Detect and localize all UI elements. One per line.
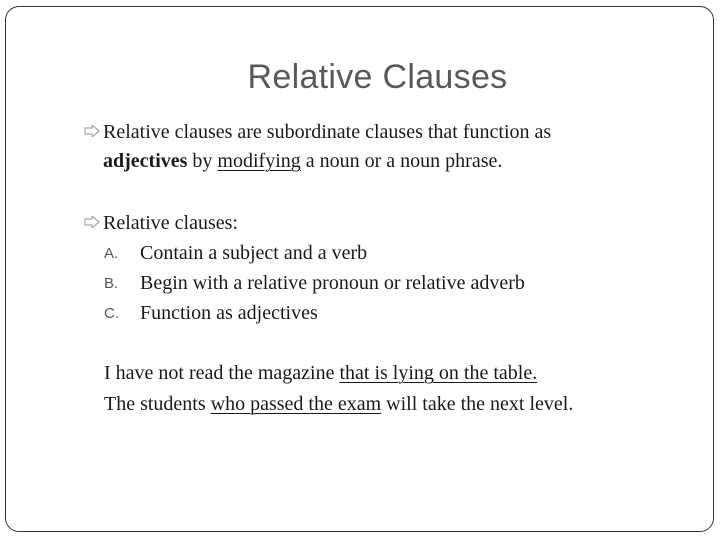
bullet-1-text-a: by bbox=[187, 150, 218, 172]
bullet-1-line-2 bbox=[103, 146, 502, 176]
list-letter-c: C. bbox=[104, 305, 119, 322]
list-item-a: Contain a subject and a verb bbox=[140, 242, 368, 264]
bullet-arrow-icon bbox=[84, 125, 100, 137]
bullet-2-label: Relative clauses: bbox=[103, 212, 238, 234]
example-1 bbox=[104, 358, 537, 388]
example-1-clause: that is lying on the table. bbox=[339, 362, 538, 384]
example-2-clause: who passed the exam bbox=[210, 393, 382, 415]
bullet-1-text-b: a noun or a noun phrase. bbox=[300, 150, 503, 172]
example-2-text: The students bbox=[104, 393, 211, 415]
list-item-c: Function as adjectives bbox=[140, 302, 318, 324]
list-letter-a: A. bbox=[104, 245, 119, 262]
list-item-b: Begin with a relative pronoun or relative adverb bbox=[140, 272, 525, 294]
example-2 bbox=[104, 389, 573, 419]
bold-term: adjectives bbox=[103, 150, 188, 172]
bullet-1-line-1: Relative clauses are subordinate clauses that function as bbox=[103, 121, 552, 143]
bullet-arrow-icon bbox=[84, 216, 100, 228]
underlined-term: modifying bbox=[217, 150, 301, 172]
list-letter-b: B. bbox=[104, 275, 119, 292]
slide-title: Relative Clauses bbox=[247, 58, 508, 96]
example-2-after: will take the next level. bbox=[381, 393, 574, 415]
example-1-text: I have not read the magazine bbox=[104, 362, 340, 384]
